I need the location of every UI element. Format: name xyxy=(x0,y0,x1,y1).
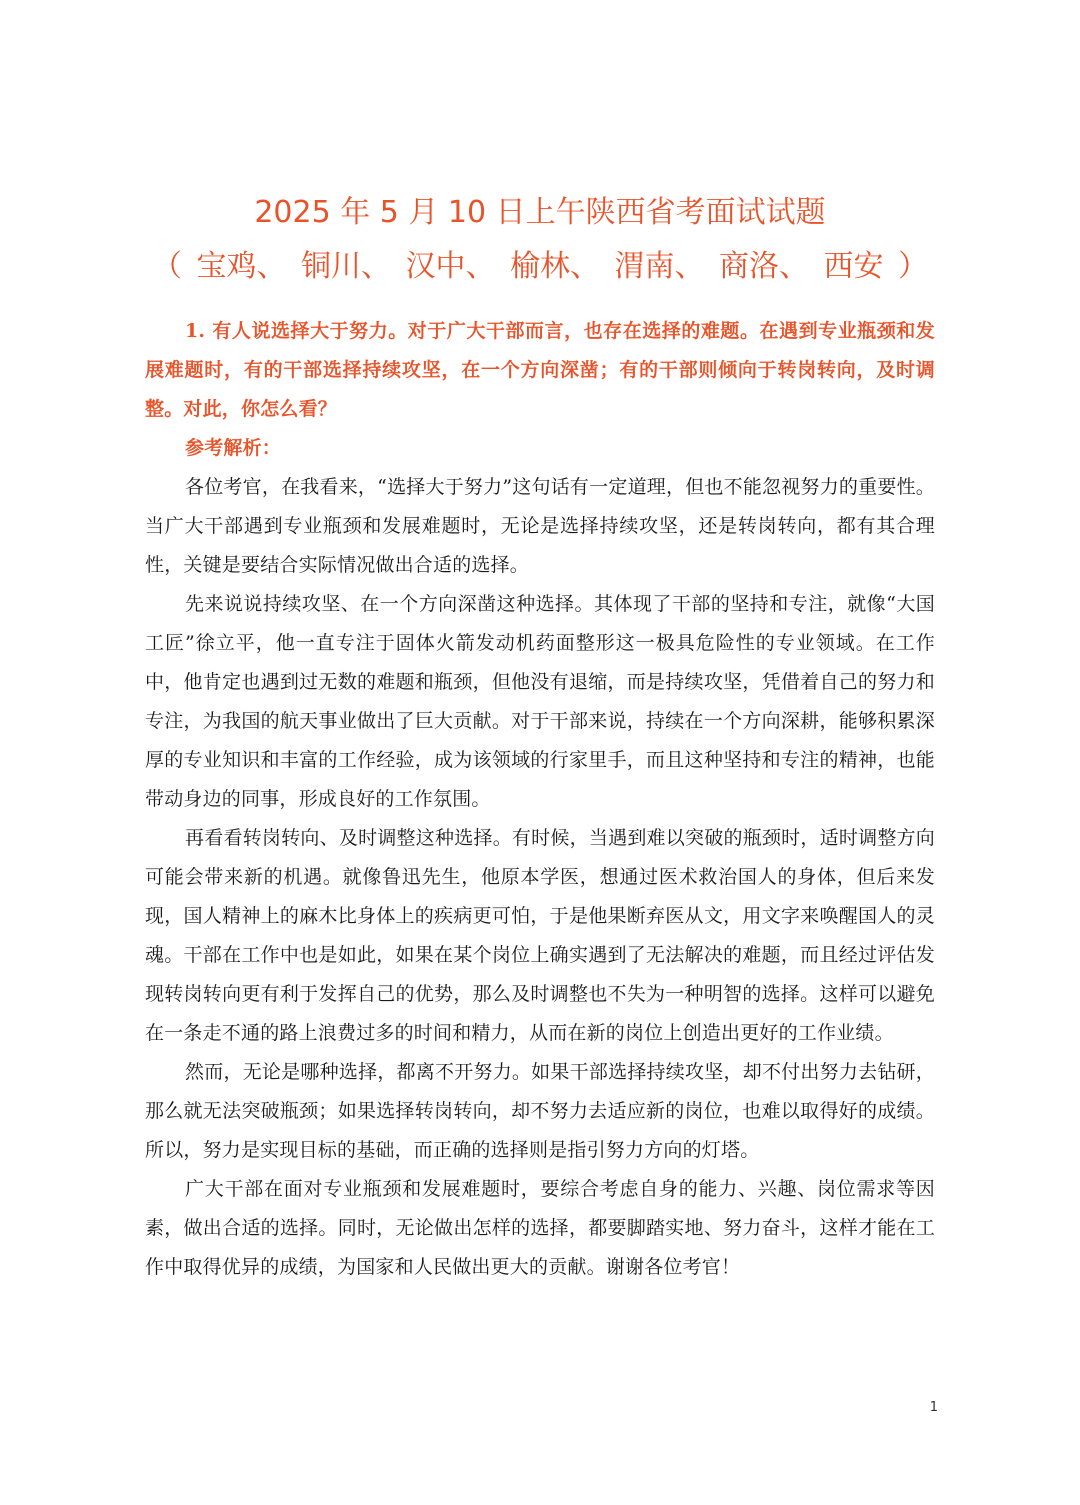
title-city: 汉中、 xyxy=(405,249,496,284)
title-cities-line xyxy=(0,242,1080,292)
title-open-paren: （ xyxy=(152,249,182,284)
title-city: 商洛、 xyxy=(719,249,809,284)
body-paragraph: 然而，无论是哪种选择，都离不开努力。如果干部选择持续攻坚，却不付出努力去钻研，那么就无法突破瓶颈；如果选择转岗转向，却不努力去适应新的岗位，也难以取得好的成绩。所以，努力是实现目标的基础，而正确的选择则是指引努力方向的灯塔。 xyxy=(145,1061,935,1161)
title-block xyxy=(0,188,1080,292)
body-paragraph: 先来说说持续攻坚、在一个方向深凿这种选择。其体现了干部的坚持和专注，就像“大国工匠”徐立平，他一直专注于固体火箭发动机药面整形这一极具危险性的专业领域。在工作中，他肯定也遇到过无数的难题和瓶颈，但他没有退缩，而是持续攻坚，凭借着自己的努力和专注，为我国的航天事业做出了巨大贡献。对于干部来说，持续在一个方向深耕，能够积累深厚的专业知识和丰富的工作经验，成为该领域的行家里手，而且这种坚持和专注的精神，也能带动身边的同事，形成良好的工作氛围。 xyxy=(145,593,935,810)
title-city: 铜川、 xyxy=(301,249,391,284)
page-number: 1 xyxy=(929,1400,938,1415)
title-city: 渭南、 xyxy=(614,249,705,284)
body-paragraph: 广大干部在面对专业瓶颈和发展难题时，要综合考虑自身的能力、兴趣、岗位需求等因素，做出合适的选择。同时，无论做出怎样的选择，都要脚踏实地、努力奋斗，这样才能在工作中取得优异的成绩，为国家和人民做出更大的贡献。谢谢各位考官！ xyxy=(145,1178,935,1278)
body-paragraph: 各位考官，在我看来，“选择大于努力”这句话有一定道理，但也不能忽视努力的重要性。当广大干部遇到专业瓶颈和发展难题时，无论是选择持续攻坚，还是转岗转向，都有其合理性，关键是要结合实际情况做出合适的选择。 xyxy=(145,476,935,576)
page-title: 2025 年 5 月 10 日上午陕西省考面试试题 xyxy=(254,195,826,230)
title-city: 西安 xyxy=(823,249,884,284)
title-city: 榆林、 xyxy=(510,249,600,284)
body-paragraph: 再看看转岗转向、及时调整这种选择。有时候，当遇到难以突破的瓶颈时，适时调整方向可能会带来新的机遇。就像鲁迅先生，他原本学医，想通过医术救治国人的身体，但后来发现，国人精神上的麻木比身体上的疾病更可怕，于是他果断弃医从文，用文字来唤醒国人的灵魂。干部在工作中也是如此，如果在某个岗位上确实遇到了无法解决的难题，而且经过评估发现转岗转向更有利于发挥自己的优势，那么及时调整也不失为一种明智的选择。这样可以避免在一条走不通的路上浪费过多的时间和精力，从而在新的岗位上创造出更好的工作业绩。 xyxy=(145,827,935,1044)
analysis-label: 参考解析： xyxy=(185,437,282,459)
title-city: 宝鸡、 xyxy=(196,249,287,284)
question-text: 1. 有人说选择大于努力。对于广大干部而言，也存在选择的难题。在遇到专业瓶颈和发展难题时，有的干部选择持续攻坚，在一个方向深凿；有的干部则倾向于转岗转向，及时调整。对此，你怎么看？ xyxy=(145,320,935,420)
document-body xyxy=(145,312,935,1287)
title-close-paren: ） xyxy=(898,249,928,284)
